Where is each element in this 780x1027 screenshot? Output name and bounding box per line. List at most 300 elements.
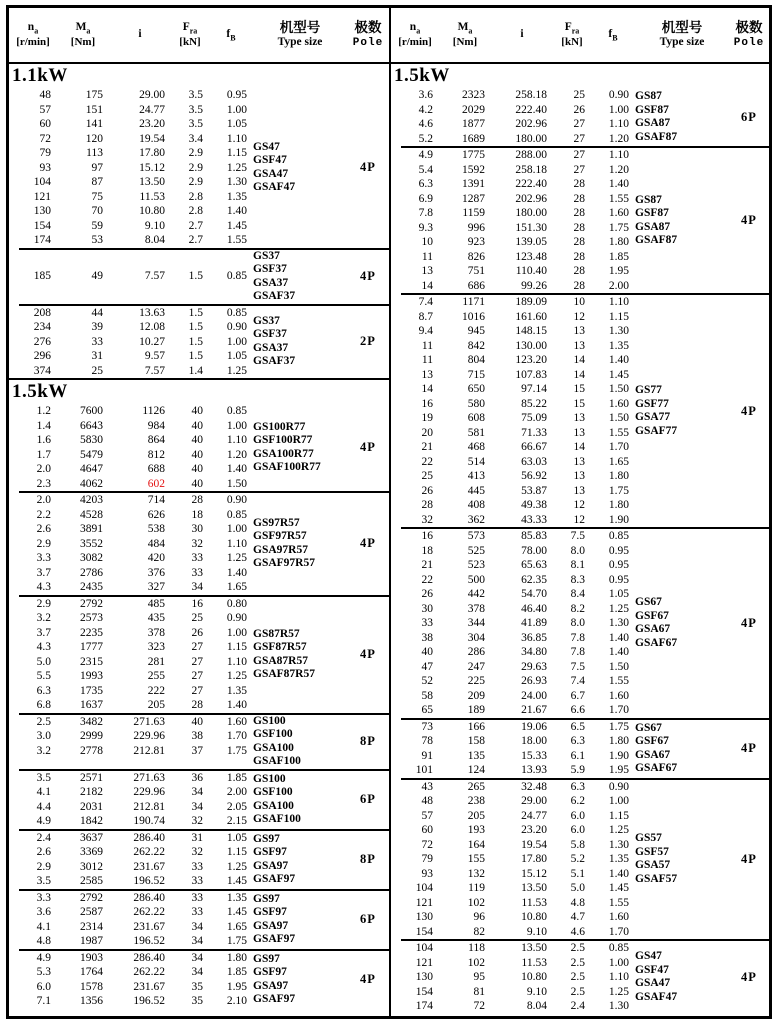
cell-fb: 1.60 bbox=[608, 397, 629, 410]
table-row bbox=[9, 204, 253, 219]
pole-label: 4P bbox=[741, 851, 757, 866]
cell-fra: 33 bbox=[191, 875, 203, 887]
pole-label: 2P bbox=[360, 334, 376, 349]
cell-ma: 155 bbox=[467, 853, 485, 865]
cell-fb: 1.50 bbox=[608, 660, 629, 673]
type-size-label: GSA67 bbox=[635, 748, 671, 761]
cell-i: 148.15 bbox=[515, 325, 547, 337]
table-row bbox=[391, 498, 635, 513]
cell-fb: 1.95 bbox=[608, 265, 629, 277]
cell-na: 47 bbox=[421, 660, 433, 673]
cell-fb: 1.00 bbox=[608, 795, 629, 807]
cell-i: 196.52 bbox=[133, 995, 165, 1007]
cell-i: 271.63 bbox=[133, 771, 165, 784]
cell-ma: 1356 bbox=[80, 995, 103, 1007]
rating-group bbox=[9, 715, 389, 769]
table-row bbox=[391, 206, 635, 221]
numeric-columns bbox=[391, 148, 635, 293]
cell-ma: 1592 bbox=[462, 163, 485, 176]
cell-i: 288.00 bbox=[515, 149, 547, 161]
col-header-unit-ma: [Nm] bbox=[452, 35, 478, 48]
cell-i: 231.67 bbox=[133, 920, 165, 933]
cell-fra: 2.7 bbox=[188, 219, 203, 232]
type-size-label: GSAF67 bbox=[635, 636, 678, 649]
section-title: 1.5kW bbox=[12, 381, 68, 402]
cell-na: 154 bbox=[33, 219, 51, 232]
cell-na: 20 bbox=[421, 426, 433, 439]
cell-ma: 923 bbox=[467, 236, 485, 248]
cell-ma: 2314 bbox=[80, 920, 103, 933]
cell-na: 73 bbox=[421, 720, 433, 733]
cell-fra: 36 bbox=[191, 771, 203, 784]
cell-ma: 53 bbox=[91, 234, 103, 246]
cell-fra: 7.4 bbox=[570, 675, 585, 687]
table-row bbox=[391, 734, 635, 749]
cell-i: 229.96 bbox=[133, 730, 165, 742]
type-size-label: GSF37 bbox=[253, 263, 287, 275]
cell-fra: 5.8 bbox=[570, 838, 585, 851]
table-row bbox=[391, 148, 635, 163]
cell-ma: 96 bbox=[473, 911, 485, 923]
cell-fra: 25 bbox=[191, 612, 203, 624]
cell-i: 29.63 bbox=[521, 660, 547, 673]
cell-na: 21 bbox=[421, 441, 433, 453]
cell-ma: 650 bbox=[467, 383, 485, 395]
cell-i: 63.03 bbox=[521, 455, 547, 468]
cell-fb: 0.90 bbox=[608, 89, 629, 101]
cell-na: 16 bbox=[421, 530, 433, 542]
section-title: 1.1kW bbox=[12, 65, 68, 86]
cell-fb: 1.55 bbox=[608, 426, 629, 439]
cell-i: 110.40 bbox=[515, 265, 547, 277]
col-header-unit-ma: [Nm] bbox=[70, 35, 96, 48]
cell-ma: 247 bbox=[467, 660, 485, 673]
cell-i: 29.00 bbox=[139, 89, 165, 101]
cell-fb: 1.65 bbox=[226, 920, 247, 933]
cell-fb: 0.90 bbox=[226, 321, 247, 333]
col-header-symbol-fb: $f_B$ bbox=[226, 27, 236, 42]
cell-na: 4.2 bbox=[418, 103, 433, 116]
cell-fra: 25 bbox=[573, 89, 585, 101]
type-size-label: GSAF87 bbox=[635, 234, 678, 246]
cell-ma: 135 bbox=[467, 749, 485, 762]
cell-ma: 7600 bbox=[80, 405, 103, 417]
cell-ma: 304 bbox=[467, 631, 485, 644]
type-size-label: GSAF37 bbox=[253, 290, 296, 302]
cell-fb: 1.15 bbox=[608, 310, 629, 323]
cell-fra: 12 bbox=[573, 310, 585, 323]
cell-na: 234 bbox=[33, 321, 51, 333]
cell-na: 6.0 bbox=[36, 980, 51, 993]
cell-fb: 1.90 bbox=[608, 513, 629, 526]
cell-na: 3.5 bbox=[36, 875, 51, 887]
cell-fb: 0.85 bbox=[608, 530, 629, 542]
cell-na: 2.9 bbox=[36, 597, 51, 610]
table-row bbox=[9, 320, 253, 335]
col-header-symbol-ma: $M_a$ bbox=[457, 20, 473, 36]
table-row bbox=[391, 809, 635, 824]
col-header-zh-type-size: 机型号 bbox=[661, 20, 703, 36]
table-row bbox=[391, 956, 635, 971]
cell-fra: 26 bbox=[191, 626, 203, 639]
cell-fra: 14 bbox=[573, 368, 585, 381]
table-row bbox=[391, 794, 635, 809]
cell-ma: 2573 bbox=[80, 612, 103, 624]
cell-fb: 1.45 bbox=[608, 368, 629, 381]
pole-label: 4P bbox=[360, 536, 376, 551]
cell-fra: 33 bbox=[191, 891, 203, 904]
cell-fra: 13 bbox=[573, 470, 585, 482]
cell-fb: 1.80 bbox=[226, 951, 247, 964]
cell-fb: 1.15 bbox=[226, 147, 247, 159]
cell-fra: 3.5 bbox=[188, 118, 203, 130]
cell-na: 93 bbox=[39, 161, 51, 174]
cell-fb: 1.70 bbox=[608, 925, 629, 938]
cell-ma: 102 bbox=[467, 956, 485, 969]
table-row bbox=[391, 295, 635, 310]
type-size-label: GSF87R57 bbox=[253, 641, 307, 653]
cell-i: 255 bbox=[147, 670, 165, 682]
cell-i: 15.12 bbox=[139, 161, 165, 174]
cell-ma: 2792 bbox=[80, 891, 103, 904]
type-size-label: GSF67 bbox=[635, 735, 669, 747]
cell-i: 376 bbox=[147, 566, 165, 579]
table-row bbox=[391, 910, 635, 925]
cell-na: 2.6 bbox=[36, 846, 51, 858]
col-header-symbol-i: i bbox=[520, 28, 524, 41]
pole-label: 4P bbox=[360, 269, 376, 283]
table-row bbox=[391, 513, 635, 528]
cell-na: 130 bbox=[415, 971, 433, 983]
cell-ma: 158 bbox=[467, 735, 485, 747]
numeric-columns bbox=[9, 597, 253, 713]
cell-na: 19 bbox=[421, 412, 433, 424]
rating-group bbox=[9, 597, 389, 713]
pole-label: 4P bbox=[360, 647, 376, 661]
cell-i: 46.40 bbox=[521, 602, 547, 615]
cell-fra: 16 bbox=[191, 597, 203, 610]
numeric-columns bbox=[9, 831, 253, 889]
cell-na: 8.7 bbox=[418, 310, 433, 323]
numeric-columns bbox=[9, 404, 253, 491]
cell-fra: 8.0 bbox=[570, 544, 585, 557]
cell-ma: 118 bbox=[468, 942, 485, 954]
cell-na: 121 bbox=[415, 956, 433, 969]
table-row bbox=[391, 616, 635, 631]
cell-na: 65 bbox=[421, 704, 433, 716]
cell-fra: 2.7 bbox=[188, 234, 203, 246]
type-size-label: GSF100 bbox=[253, 786, 293, 798]
cell-i: 286.40 bbox=[133, 891, 165, 904]
cell-i: 53.87 bbox=[521, 484, 547, 497]
cell-fb: 1.80 bbox=[608, 735, 629, 747]
cell-i: 7.57 bbox=[144, 270, 165, 283]
cell-na: 104 bbox=[415, 942, 433, 954]
cell-fra: 34 bbox=[191, 581, 203, 593]
cell-na: 40 bbox=[421, 646, 433, 658]
cell-fb: 1.55 bbox=[226, 234, 247, 246]
cell-i: 19.54 bbox=[521, 838, 547, 851]
cell-fra: 32 bbox=[191, 815, 203, 827]
cell-fb: 1.80 bbox=[608, 236, 629, 248]
cell-fra: 27 bbox=[573, 118, 585, 130]
cell-fb: 0.90 bbox=[226, 612, 247, 624]
type-size-label: GSA57 bbox=[635, 859, 671, 872]
cell-i: 19.06 bbox=[521, 720, 547, 733]
table-row bbox=[9, 800, 253, 815]
cell-na: 3.2 bbox=[36, 744, 51, 757]
type-size-label: GS37 bbox=[253, 314, 280, 327]
table-row bbox=[391, 279, 635, 294]
cell-ma: 141 bbox=[85, 118, 103, 130]
col-header-ma bbox=[439, 8, 491, 62]
cell-ma: 75 bbox=[91, 190, 103, 203]
cell-fb: 1.50 bbox=[608, 383, 629, 395]
table-row bbox=[9, 965, 253, 980]
pole-label: 4P bbox=[741, 741, 757, 755]
type-size-label: GSA47 bbox=[253, 167, 289, 180]
cell-i: 626 bbox=[147, 508, 165, 521]
table-row bbox=[391, 324, 635, 339]
panel-body-left bbox=[9, 64, 389, 1016]
rating-group bbox=[9, 831, 389, 889]
cell-na: 5.5 bbox=[36, 670, 51, 682]
col-header-fb bbox=[209, 8, 253, 62]
pole-label: 6P bbox=[360, 912, 376, 926]
table-row bbox=[9, 891, 253, 906]
cell-i: 258.18 bbox=[515, 163, 547, 176]
table-row bbox=[391, 192, 635, 207]
cell-na: 5.2 bbox=[418, 132, 433, 145]
cell-fb: 0.85 bbox=[226, 270, 247, 283]
cell-i: 139.05 bbox=[515, 236, 547, 248]
cell-fra: 28 bbox=[191, 494, 203, 506]
cell-ma: 1016 bbox=[462, 310, 485, 323]
type-size-label: GSF97 bbox=[253, 966, 287, 978]
cell-ma: 2029 bbox=[462, 103, 485, 116]
cell-i: 10.80 bbox=[521, 971, 547, 983]
table-row bbox=[391, 881, 635, 896]
cell-fra: 40 bbox=[191, 419, 203, 432]
pole-label: 4P bbox=[360, 160, 376, 175]
table-row bbox=[391, 660, 635, 675]
cell-fb: 0.90 bbox=[608, 780, 629, 793]
cell-na: 2.4 bbox=[36, 831, 51, 844]
table-row bbox=[9, 132, 253, 147]
cell-ma: 3552 bbox=[80, 537, 103, 550]
pole-label: 8P bbox=[360, 852, 376, 866]
cell-i: 189.09 bbox=[515, 296, 547, 308]
cell-fb: 1.10 bbox=[608, 971, 629, 983]
table-row bbox=[391, 763, 635, 778]
cell-na: 6.3 bbox=[36, 684, 51, 697]
type-size-list bbox=[253, 493, 347, 595]
cell-i: 41.89 bbox=[521, 617, 547, 629]
cell-na: 4.9 bbox=[36, 815, 51, 827]
cell-ma: 25 bbox=[91, 364, 103, 377]
type-size-list bbox=[253, 597, 347, 713]
cell-fb: 1.00 bbox=[226, 626, 247, 639]
cell-fb: 1.75 bbox=[608, 484, 629, 497]
table-row bbox=[391, 132, 635, 147]
cell-i: 196.52 bbox=[133, 875, 165, 887]
cell-na: 72 bbox=[39, 132, 51, 145]
cell-fb: 1.55 bbox=[608, 896, 629, 909]
table-row bbox=[9, 146, 253, 161]
cell-na: 91 bbox=[421, 749, 433, 762]
table-row bbox=[391, 310, 635, 325]
cell-i: 262.22 bbox=[133, 846, 165, 858]
table-row bbox=[9, 611, 253, 626]
cell-na: 2.9 bbox=[36, 537, 51, 550]
cell-ma: 1171 bbox=[462, 296, 485, 308]
table-row bbox=[9, 404, 253, 419]
cell-na: 130 bbox=[415, 911, 433, 923]
cell-fra: 26 bbox=[573, 103, 585, 116]
table-row bbox=[391, 426, 635, 441]
cell-ma: 49 bbox=[91, 270, 103, 283]
cell-na: 121 bbox=[415, 896, 433, 909]
cell-i: 262.22 bbox=[133, 966, 165, 978]
cell-na: 2.0 bbox=[36, 463, 51, 475]
type-size-label: GSAF87R57 bbox=[253, 668, 315, 680]
type-size-list bbox=[253, 404, 347, 491]
col-header-na bbox=[9, 8, 57, 62]
cell-ma: 1842 bbox=[80, 815, 103, 827]
cell-ma: 72 bbox=[473, 1000, 485, 1012]
table-row bbox=[391, 838, 635, 853]
cell-fra: 13 bbox=[573, 426, 585, 439]
table-row bbox=[391, 103, 635, 118]
cell-na: 11 bbox=[421, 250, 433, 263]
pole-label: 4P bbox=[360, 972, 376, 986]
cell-na: 60 bbox=[39, 118, 51, 130]
cell-i: 864 bbox=[147, 434, 165, 446]
cell-ma: 4647 bbox=[80, 463, 103, 475]
cell-na: 60 bbox=[421, 824, 433, 836]
cell-ma: 2323 bbox=[462, 89, 485, 101]
cell-na: 4.6 bbox=[418, 118, 433, 130]
col-header-symbol-fra: $F_{ra}$ bbox=[182, 20, 198, 36]
cell-fb: 1.20 bbox=[608, 132, 629, 145]
cell-na: 2.5 bbox=[36, 715, 51, 728]
cell-fra: 13 bbox=[573, 412, 585, 424]
cell-fra: 4.8 bbox=[570, 896, 585, 909]
table-row bbox=[9, 729, 253, 744]
type-size-label: GSA100R77 bbox=[253, 447, 314, 460]
cell-ma: 1159 bbox=[462, 207, 485, 219]
cell-ma: 33 bbox=[91, 335, 103, 348]
cell-i: 99.26 bbox=[521, 279, 547, 292]
cell-ma: 3082 bbox=[80, 552, 103, 564]
rating-group bbox=[9, 404, 389, 491]
cell-ma: 209 bbox=[467, 689, 485, 702]
cell-na: 4.9 bbox=[36, 951, 51, 964]
cell-i: 222.40 bbox=[515, 103, 547, 116]
cell-i: 202.96 bbox=[515, 118, 547, 130]
cell-fra: 7.8 bbox=[570, 631, 585, 644]
cell-ma: 193 bbox=[467, 824, 485, 836]
type-size-label: GS97 bbox=[253, 952, 280, 965]
cell-fb: 1.40 bbox=[608, 631, 629, 644]
cell-ma: 4203 bbox=[80, 494, 103, 506]
table-row bbox=[391, 587, 635, 602]
cell-fra: 28 bbox=[191, 699, 203, 711]
cell-ma: 2792 bbox=[80, 597, 103, 610]
cell-fra: 6.3 bbox=[570, 780, 585, 793]
cell-fra: 6.0 bbox=[570, 809, 585, 822]
rating-group bbox=[391, 88, 769, 146]
col-header-unit-na: [r/min] bbox=[16, 35, 50, 48]
cell-na: 3.3 bbox=[36, 552, 51, 564]
cell-fra: 33 bbox=[191, 566, 203, 579]
type-size-list bbox=[253, 891, 347, 949]
cell-ma: 120 bbox=[85, 132, 103, 145]
cell-ma: 2571 bbox=[80, 771, 103, 784]
type-size-label: GSF77 bbox=[635, 397, 669, 410]
cell-na: 33 bbox=[421, 617, 433, 629]
cell-ma: 1735 bbox=[80, 684, 103, 697]
type-size-list bbox=[253, 250, 347, 304]
cell-i: 36.85 bbox=[521, 631, 547, 644]
cell-fb: 1.65 bbox=[226, 581, 247, 593]
table-row bbox=[9, 698, 253, 713]
pole-label: 4P bbox=[741, 403, 757, 418]
cell-fb: 1.15 bbox=[608, 809, 629, 822]
cell-fb: 1.40 bbox=[608, 646, 629, 658]
cell-fb: 1.35 bbox=[226, 190, 247, 203]
type-size-list bbox=[635, 295, 729, 527]
spec-panel-left bbox=[9, 8, 389, 1016]
cell-na: 9.4 bbox=[418, 325, 433, 337]
cell-na: 13 bbox=[421, 265, 433, 277]
cell-fra: 15 bbox=[573, 383, 585, 395]
cell-fra: 32 bbox=[191, 846, 203, 858]
type-size-label: GSAF100 bbox=[253, 813, 301, 825]
cell-fb: 1.80 bbox=[608, 470, 629, 482]
cell-fra: 27 bbox=[191, 655, 203, 668]
cell-i: 161.60 bbox=[515, 310, 547, 323]
cell-fra: 12 bbox=[573, 513, 585, 526]
cell-fb: 1.30 bbox=[608, 1000, 629, 1012]
type-size-label: GSA97 bbox=[253, 979, 289, 992]
type-size-list bbox=[635, 941, 729, 1014]
cell-fb: 2.05 bbox=[226, 800, 247, 813]
col-header-en-type-size: Type size bbox=[659, 36, 705, 49]
cell-fra: 27 bbox=[191, 670, 203, 682]
numeric-columns bbox=[9, 891, 253, 949]
type-size-label: GSAF47 bbox=[635, 990, 678, 1003]
cell-fra: 4.6 bbox=[570, 925, 585, 938]
type-size-label: GSF57 bbox=[635, 845, 669, 858]
cell-ma: 265 bbox=[467, 780, 485, 793]
cell-fb: 1.30 bbox=[608, 838, 629, 851]
cell-fra: 38 bbox=[191, 730, 203, 742]
cell-fra: 8.2 bbox=[570, 602, 585, 615]
table-row bbox=[391, 221, 635, 236]
type-size-list bbox=[635, 529, 729, 718]
cell-na: 18 bbox=[421, 544, 433, 557]
cell-fb: 1.25 bbox=[226, 860, 247, 873]
type-size-label: GSF87 bbox=[635, 103, 669, 116]
table-row bbox=[9, 493, 253, 508]
cell-i: 13.50 bbox=[521, 942, 547, 954]
col-header-unit-na: [r/min] bbox=[398, 35, 432, 48]
type-size-label: GSAF77 bbox=[635, 424, 678, 437]
cell-ma: 378 bbox=[467, 602, 485, 615]
cell-na: 22 bbox=[421, 455, 433, 468]
cell-fra: 8.4 bbox=[570, 588, 585, 600]
